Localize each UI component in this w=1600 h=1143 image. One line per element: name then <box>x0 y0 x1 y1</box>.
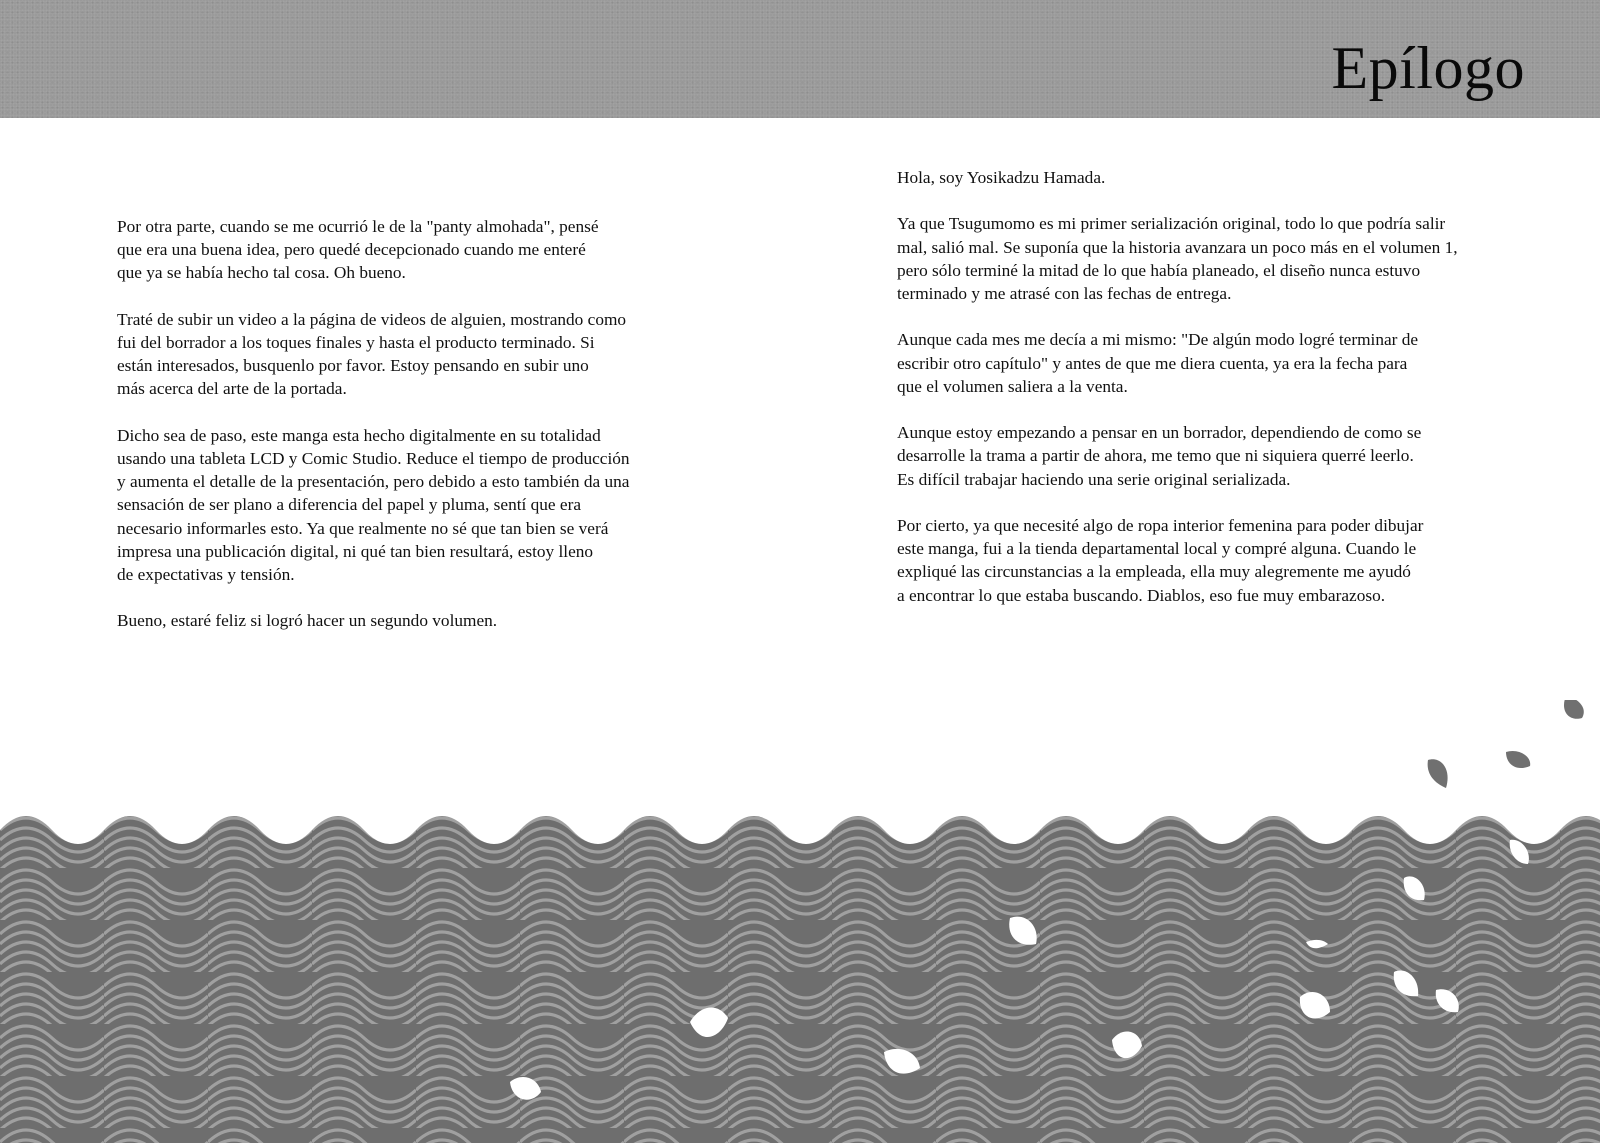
text-line: Por cierto, ya que necesité algo de ropa interior femenina para poder dibujar <box>897 515 1424 535</box>
petal-icon <box>1506 751 1530 768</box>
paragraph <box>117 609 757 632</box>
paragraph <box>897 514 1587 607</box>
petal-icon <box>1428 759 1448 788</box>
paragraph <box>897 421 1587 491</box>
paragraph <box>897 328 1587 398</box>
text-line: y aumenta el detalle de la presentación, pero debido a esto también da una <box>117 472 630 492</box>
paragraph <box>117 215 757 285</box>
text-line: Por otra parte, cuando se me ocurrió le de la "panty almohada", pensé <box>117 217 599 236</box>
text-line: pero sólo terminé la mitad de lo que había planeado, el diseño nunca estuvo <box>897 260 1421 280</box>
text-line: mal, salió mal. Se suponía que la historia avanzara un poco más en el volumen 1, <box>897 237 1458 257</box>
text-line: este manga, fui a la tienda departamental local y compré alguna. Cuando le <box>897 539 1417 559</box>
text-line: que ya se había hecho tal cosa. Oh bueno. <box>117 263 406 283</box>
text-line: Dicho sea de paso, este manga esta hecho digitalmente en su totalidad <box>117 425 601 445</box>
text-line: expliqué las circunstancias a la empleada, ella muy alegremente me ayudó <box>897 562 1411 582</box>
text-line: que el volumen saliera a la venta. <box>897 376 1128 396</box>
text-line: Traté de subir un video a la página de videos de alguien, mostrando como <box>117 309 627 329</box>
text-line: Aunque cada mes me decía a mi mismo: "De algún modo logré terminar de <box>897 330 1419 350</box>
text-line: que era una buena idea, pero quedé decepcionado cuando me enteré <box>117 240 586 260</box>
text-line: usando una tableta LCD y Comic Studio. Reduce el tiempo de producción <box>117 449 630 468</box>
text-line: terminado y me atrasé con las fechas de entrega. <box>897 284 1232 303</box>
text-line: Ya que Tsugumomo es mi primer serialización original, todo lo que podría salir <box>897 214 1446 234</box>
right-text-column <box>897 166 1587 630</box>
text-line: Es difícil trabajar haciendo una serie original serializada. <box>897 469 1291 489</box>
text-line: sensación de ser plano a diferencia del papel y pluma, sentí que era <box>117 495 582 515</box>
text-line: a encontrar lo que estaba buscando. Diablos, eso fue muy embarazoso. <box>897 585 1386 605</box>
text-line: fui del borrador a los toques finales y hasta el producto terminado. Si <box>117 333 595 352</box>
text-line: Hola, soy Yosikadzu Hamada. <box>897 168 1106 187</box>
paragraph <box>897 166 1587 189</box>
text-line: impresa una publicación digital, ni qué tan bien resultará, estoy lleno <box>117 541 594 561</box>
text-line: más acerca del arte de la portada. <box>117 379 347 399</box>
paragraph <box>117 308 757 401</box>
text-line: desarrolle la trama a partir de ahora, me temo que ni siquiera querré leerlo. <box>897 446 1414 466</box>
text-line: escribir otro capítulo" y antes de que me diera cuenta, ya era la fecha para <box>897 353 1408 373</box>
paragraph <box>117 424 757 586</box>
text-line: están interesados, busquenlo por favor. Estoy pensando en subir uno <box>117 356 589 376</box>
seigaiha-wave-pattern <box>0 700 1600 1143</box>
text-line: Aunque estoy empezando a pensar en un borrador, dependiendo de como se <box>897 423 1422 443</box>
petal-icon <box>1564 700 1584 719</box>
wave-area <box>0 816 1600 1143</box>
text-line: de expectativas y tensión. <box>117 565 295 585</box>
paragraph <box>897 212 1587 305</box>
header-band <box>0 0 1600 118</box>
left-text-column <box>117 215 757 656</box>
text-line: Bueno, estaré feliz si logró hacer un segundo volumen. <box>117 611 498 631</box>
text-line: necesario informarles esto. Ya que realmente no sé que tan bien se verá <box>117 518 609 538</box>
page-title: Epílogo <box>1331 35 1525 101</box>
